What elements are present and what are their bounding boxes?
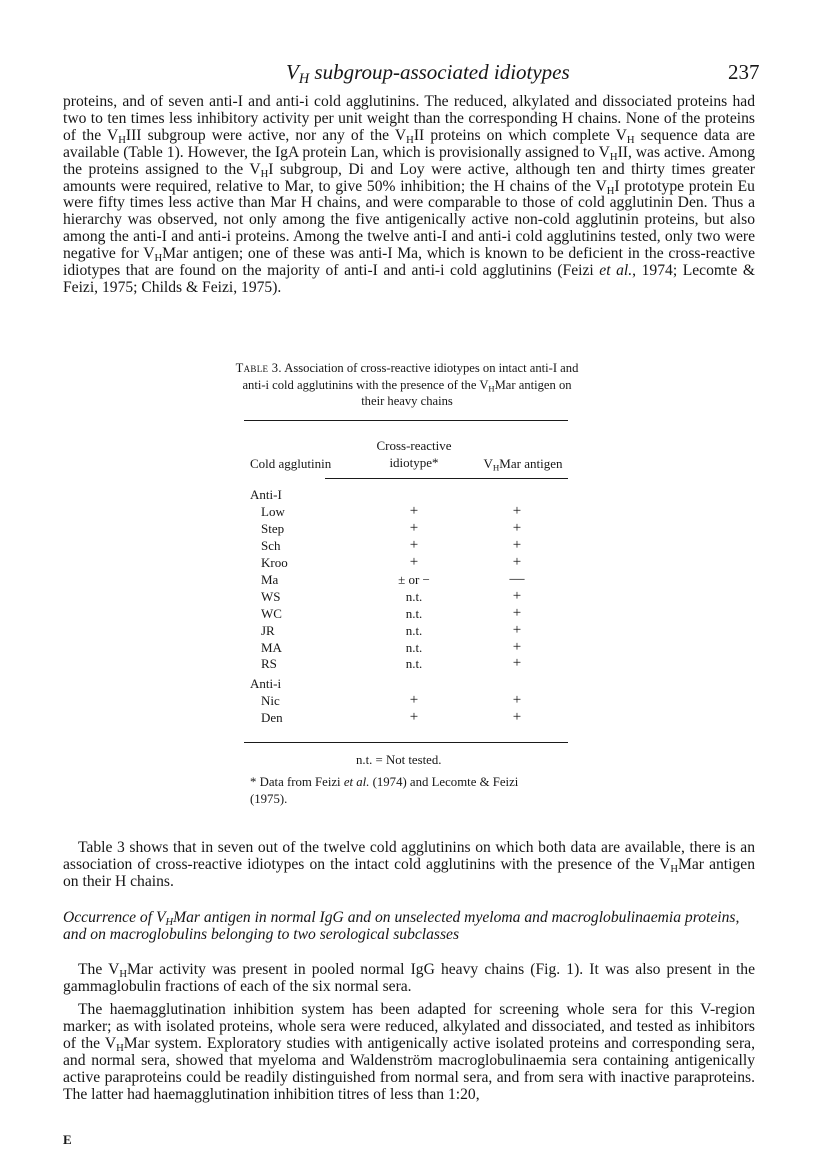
table-cell-idiotype: n.t. bbox=[405, 606, 423, 621]
table-cell-vhmar: — bbox=[509, 571, 525, 587]
table-cell-vhmar: + bbox=[512, 537, 522, 553]
table-cell-idiotype: n.t. bbox=[405, 640, 423, 655]
table-cell-vhmar: + bbox=[512, 639, 522, 655]
table-cell-vhmar: + bbox=[512, 588, 522, 604]
table-row-name: RS bbox=[261, 656, 277, 671]
table-cell-idiotype: n.t. bbox=[405, 589, 423, 604]
table-row-name: WS bbox=[261, 589, 281, 604]
table-footnote-nt: n.t. = Not tested. bbox=[356, 753, 442, 767]
table-row-name: Step bbox=[261, 521, 285, 536]
table-caption: Table 3. Association of cross-reactive idiotypes on intact anti-I and anti-i cold agglutinins with the presence of the $V_HMar$ antigen on their heavy chains bbox=[235, 361, 579, 408]
table-cell-vhmar: + bbox=[512, 692, 522, 708]
table-cell-idiotype: n.t. bbox=[405, 656, 423, 671]
body-paragraph-2: Table 3 shows that in seven out of the twelve cold agglutinins on which both data are available, there is an association of cross-reactive idiotypes on the intact cold agglutinins with the presence of the $V_HMar$ antigen on their H chains. bbox=[63, 839, 755, 890]
table-cell-vhmar: + bbox=[512, 503, 522, 519]
page-number: 237 bbox=[728, 60, 760, 84]
table-footnote-source: * Data from Feizi et al. (1974) and Lecomte & Feizi (1975). bbox=[250, 775, 519, 806]
table-row-name: Ma bbox=[261, 572, 279, 587]
signature-mark: E bbox=[63, 1132, 72, 1147]
col-header-idiotype: Cross-reactive idiotype* bbox=[376, 438, 452, 470]
table-row-name: MA bbox=[261, 640, 282, 655]
table-cell-idiotype: + bbox=[409, 537, 419, 553]
body-paragraph-1: proteins, and of seven anti-I and anti-i cold agglutinins. The reduced, alkylated and dissociated proteins had two to ten times less inhibitory activity per unit weight than the corresponding H chains. None of the proteins of the $V_HIII$ subgroup were active, nor any of the $V_HII$ proteins on which complete $V_H$ sequence data are available (Table 1). However, the IgA protein Lan, which is provisionally assigned to $V_HII$, was active. Among the proteins assigned to the $V_HI$ subgroup, Di and Loy were active, although ten and thirty times greater amounts were required, relative to Mar, to give 50% inhibition; the H chains of the $V_HI$ prototype protein Eu were fifty times less active than Mar H chains, and were comparable to those of cold agglutinin Den. Thus a hierarchy was observed, not only among the five antigenically active non-cold agglutinin proteins, but also among the anti-I and anti-i proteins. Among the twelve anti-I and anti-i cold agglutinins tested, only two were negative for $V_HMar$ antigen; one of these was anti-I Ma, which is known to be deficient in the cross-reactive idiotypes that are found on the majority of anti-I and anti-i cold agglutinins (Feizi et al., 1974; Lecomte & Feizi, 1975; Childs & Feizi, 1975). bbox=[63, 93, 756, 296]
table-cell-vhmar: + bbox=[512, 605, 522, 621]
table-cell-idiotype: + bbox=[409, 709, 419, 725]
running-title: $V_H$ subgroup-associated idiotypes bbox=[286, 60, 570, 87]
table-cell-vhmar: + bbox=[512, 554, 522, 570]
table-cell-vhmar: + bbox=[512, 622, 522, 638]
table-cell-idiotype: n.t. bbox=[405, 623, 423, 638]
table-bottom-rule bbox=[244, 742, 568, 743]
table-row-name: Sch bbox=[261, 538, 281, 553]
table-row-name: Den bbox=[261, 710, 283, 725]
body-paragraph-4: The haemagglutination inhibition system has been adapted for screening whole sera for this V-region marker; as with isolated proteins, whole sera were reduced, alkylated and dissociated, and tested as inhibitors of the $V_HMar$ system. Exploratory studies with antigenically active isolated proteins and corresponding sera, and normal sera, showed that myeloma and Waldenström macroglobulinaemia sera containing antigenically active paraproteins could be readily distinguished from normal sera, and from sera with inactive paraproteins. The latter had haemagglutination inhibition titres of less than 1:20, bbox=[63, 1001, 755, 1103]
table-row-name: Nic bbox=[261, 693, 280, 708]
table-cell-vhmar: + bbox=[512, 520, 522, 536]
table-cell-idiotype: ± or − bbox=[398, 572, 430, 587]
table-row-name: WC bbox=[261, 606, 282, 621]
table-cell-idiotype: + bbox=[409, 692, 419, 708]
table-row-name: JR bbox=[261, 623, 275, 638]
group-label-anti-i-upper: Anti-I bbox=[250, 487, 282, 502]
section-heading: Occurrence of $V_HMar$ antigen in normal IgG and on unselected myeloma and macroglobulinaemia proteins, and on macroglobulins belonging to two serological subclasses bbox=[63, 909, 740, 944]
col-header-vhmar-antigen: $V_HMar$ antigen bbox=[483, 456, 563, 473]
table-cell-vhmar: + bbox=[512, 655, 522, 671]
table-cell-vhmar: + bbox=[512, 709, 522, 725]
table-row-name: Kroo bbox=[261, 555, 288, 570]
table-top-rule bbox=[244, 420, 568, 421]
table-cell-idiotype: + bbox=[409, 554, 419, 570]
col-header-cold-agglutinin: Cold agglutinin bbox=[250, 456, 332, 471]
table-cell-idiotype: + bbox=[409, 503, 419, 519]
table-header-rule bbox=[325, 478, 568, 479]
table-row-name: Low bbox=[261, 504, 285, 519]
body-paragraph-3: The $V_HMar$ activity was present in pooled normal IgG heavy chains (Fig. 1). It was also present in the gammaglobulin fractions of each of the six normal sera. bbox=[63, 961, 755, 995]
group-label-anti-i-lower: Anti-i bbox=[250, 676, 282, 691]
running-header bbox=[0, 60, 816, 88]
table-cell-idiotype: + bbox=[409, 520, 419, 536]
